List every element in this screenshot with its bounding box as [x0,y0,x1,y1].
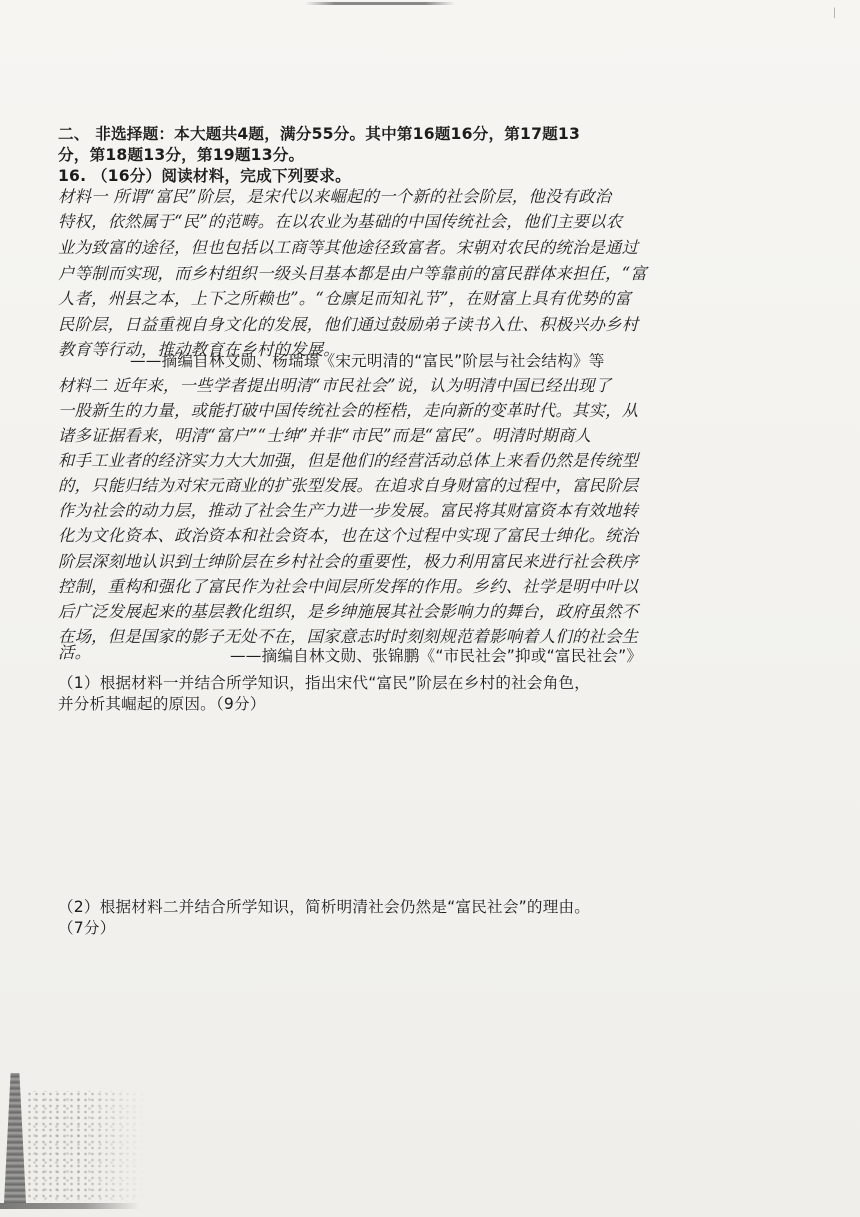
sub-question-2-line-2: （7分） [58,919,116,937]
material-2-line: 活。 [58,643,92,662]
material-1-line: 材料一 所谓“富民”阶层，是宋代以来崛起的一个新的社会阶层，他没有政治 [58,187,612,206]
material-2-source: ——摘编自林文勋、张锦鹏《“市民社会”抑或“富民社会”》 [230,647,643,665]
material-1-line: 人者，州县之本，上下之所赖也”。“仓廪足而知礼节”，在财富上具有优势的富 [58,289,632,308]
material-1-source: ——摘编自林文勋、杨瑞璟《宋元明清的“富民”阶层与社会结构》等 [130,352,605,370]
section-heading-line-2: 分，第18题13分，第19题13分。 [58,146,305,164]
material-1-line: 教育等行动，推动教育在乡村的发展。 [58,340,340,359]
binding-strip [4,1073,26,1203]
binding-base [0,1203,140,1209]
material-2-line: 的，只能归结为对宋元商业的扩张型发展。在追求自身财富的过程中，富民阶层 [58,476,639,495]
material-2-line: 阶层深刻地认识到士绅阶层在乡村社会的重要性，极力利用富民来进行社会秩序 [58,552,639,571]
material-2-line: 材料二 近年来，一些学者提出明清“市民社会”说，认为明清中国已经出现了 [58,376,612,395]
sub-question-1-line-1: （1）根据材料一并结合所学知识，指出宋代“富民”阶层在乡村的社会角色， [58,674,591,692]
material-1-line: 户等制而实现，而乡村组织一级头目基本都是由户等靠前的富民群体来担任，“富 [58,264,647,283]
material-2-line: 作为社会的动力层，推动了社会生产力进一步发展。富民将其财富资本有效地转 [58,501,639,520]
material-1-line: 业为致富的途径，但也包括以工商等其他途径致富者。宋朝对农民的统治是通过 [58,238,639,257]
material-2-line: 控制，重构和强化了富民作为社会中间层所发挥的作用。乡约、社学是明中叶以 [58,577,639,596]
material-2-line: 化为文化资本、政治资本和社会资本，也在这个过程中实现了富民士绅化。统治 [58,526,639,545]
sub-question-2-line-1: （2）根据材料二并结合所学知识，简析明清社会仍然是“富民社会”的理由。 [58,898,591,916]
section-heading-line-1: 二、 非选择题：本大题共4题，满分55分。其中第16题16分，第17题13 [58,125,581,143]
scan-top-rule [305,2,455,5]
material-2-line: 一股新生的力量，或能打破中国传统社会的桎梏，走向新的变革时代。其实，从 [58,401,639,420]
material-2-line: 后广泛发展起来的基层教化组织，是乡绅施展其社会影响力的舞台，政府虽然不 [58,602,639,621]
material-2-line: 和手工业者的经济实力大大加强，但是他们的经营活动总体上来看仍然是传统型 [58,451,639,470]
material-2-line: 诸多证据看来，明清“富户”“士绅”并非“市民”而是“富民”。明清时期商人 [58,426,592,445]
material-2-line: 在场，但是国家的影子无处不在，国家意志时时刻刻规范着影响着人们的社会生 [58,627,639,646]
sub-question-1-line-2: 并分析其崛起的原因。（9分） [58,695,266,713]
answer-space-2[interactable] [58,944,818,1144]
scan-corner-mark-icon: ᛁ [830,6,838,20]
material-1-line: 特权，依然属于“民”的范畴。在以农业为基础的中国传统社会，他们主要以农 [58,212,623,231]
question-16-stem: 16. （16分）阅读材料，完成下列要求。 [58,167,351,185]
answer-space-1[interactable] [58,720,818,890]
material-1-line: 民阶层，日益重视自身文化的发展，他们通过鼓励弟子读书入仕、积极兴办乡村 [58,315,639,334]
